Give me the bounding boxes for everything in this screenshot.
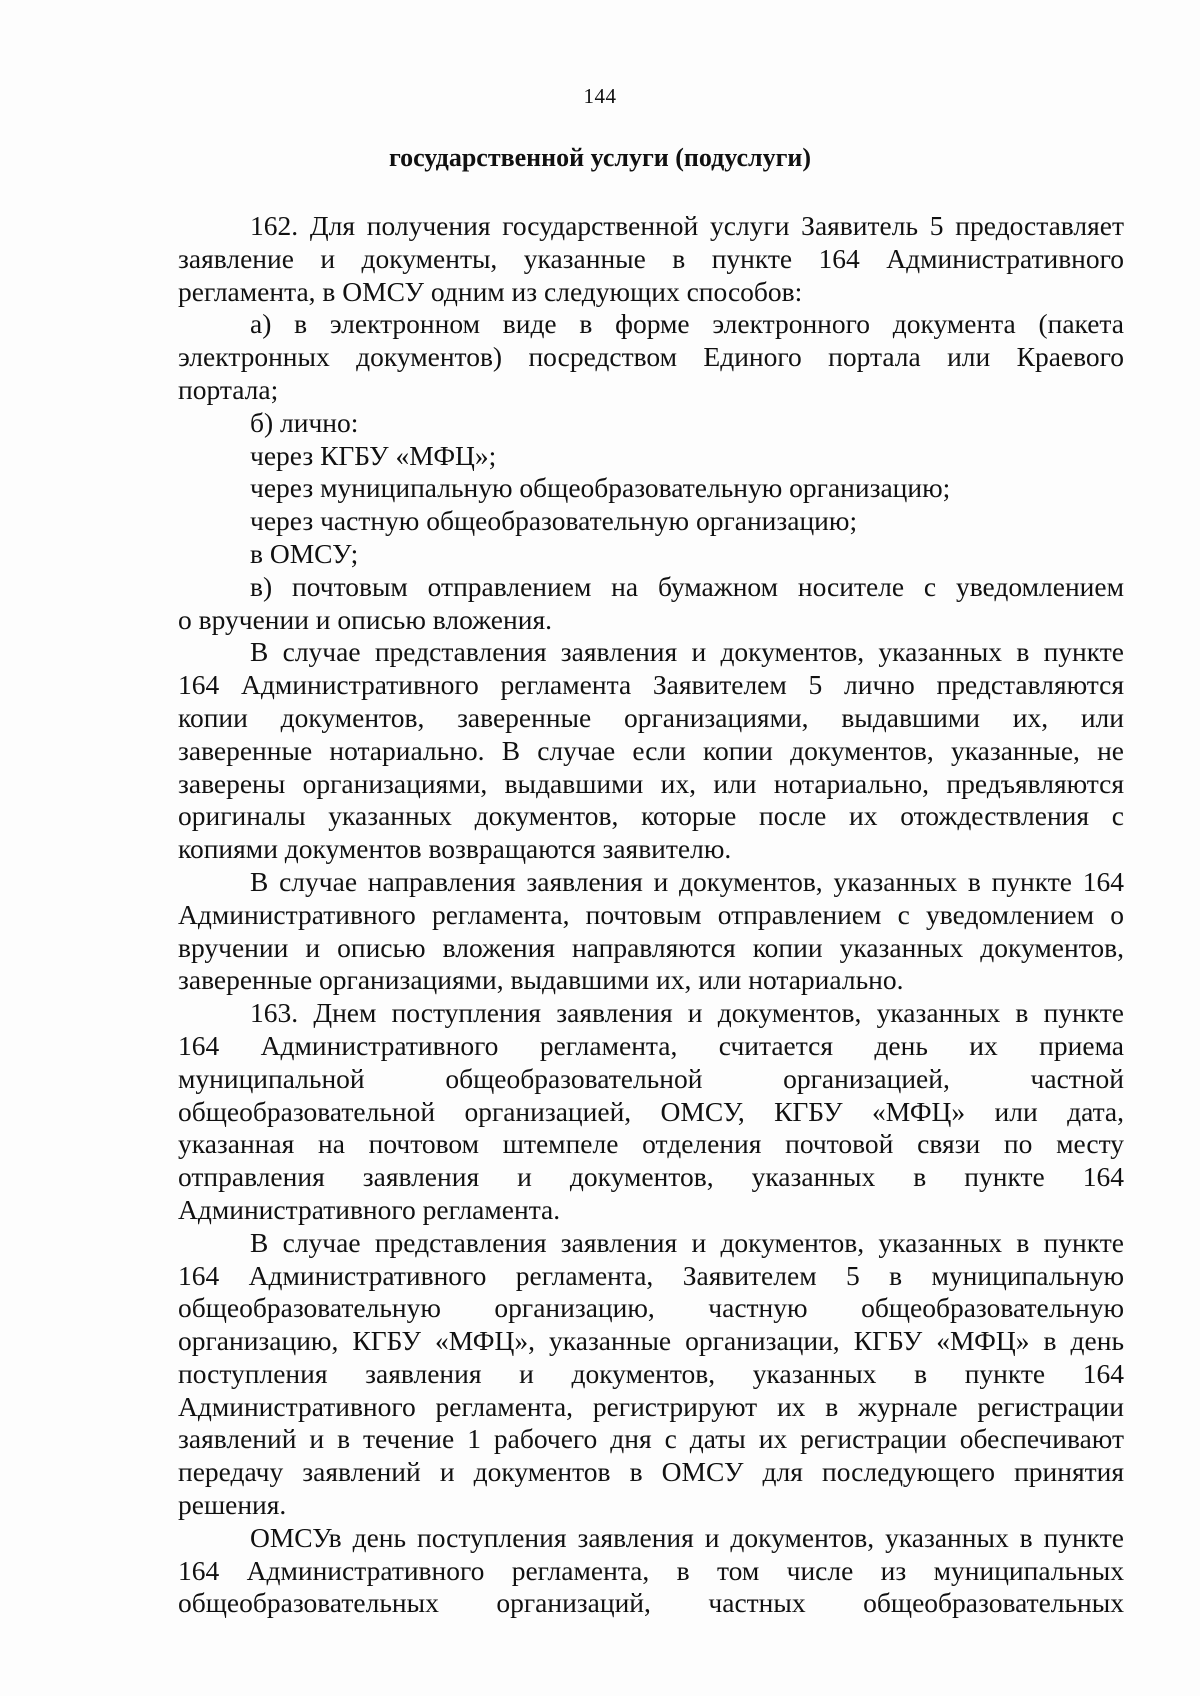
text-line: 162. Для получения государственной услуги Заявитель 5 предоставляет — [250, 210, 1124, 241]
text-line: передачу заявлений и документов в ОМСУ для последующего принятия — [178, 1456, 1124, 1488]
text-line: заявлений и в течение 1 рабочего дня с даты их регистрации обеспечивают — [178, 1423, 1124, 1455]
text-line: общеобразовательных организаций, частных общеобразовательных — [178, 1587, 1124, 1619]
text-line: о вручении и описью вложения. — [178, 603, 552, 635]
text-line: 164 Административного регламента Заявителем 5 лично представляются — [178, 669, 1124, 701]
text-line: организацию, КГБУ «МФЦ», указанные организации, КГБУ «МФЦ» в день — [178, 1325, 1124, 1357]
text-line: а) в электронном виде в форме электронного документа (пакета — [250, 308, 1124, 340]
text-line: заверены организациями, выдавшими их, или нотариально, предъявляются — [178, 767, 1124, 799]
text-line: 164 Административного регламента, в том числе из муниципальных — [178, 1554, 1124, 1586]
text-line: общеобразовательной организацией, ОМСУ, КГБУ «МФЦ» или дата, — [178, 1095, 1124, 1127]
text-line: через муниципальную общеобразовательную организацию; — [250, 472, 951, 504]
text-line: поступления заявления и документов, указанных в пункте 164 — [178, 1357, 1124, 1389]
text-line: заверенные организациями, выдавшими их, или нотариально. — [178, 964, 904, 996]
text-line: в) почтовым отправлением на бумажном носителе с уведомлением — [250, 570, 1124, 602]
body-text — [178, 210, 1124, 1620]
text-line: муниципальной общеобразовательной организацией, частной — [178, 1062, 1124, 1094]
text-line: портала; — [178, 373, 279, 405]
text-line: электронных документов) посредством Единого портала или Краевого — [178, 341, 1124, 373]
text-line: копиями документов возвращаются заявителю. — [178, 833, 732, 865]
text-line: Административного регламента. — [178, 1193, 561, 1225]
text-line: в ОМСУ; — [250, 537, 359, 569]
text-line: через КГБУ «МФЦ»; — [250, 439, 497, 471]
text-line: В случае направления заявления и документов, указанных в пункте 164 — [250, 865, 1124, 897]
text-line: решения. — [178, 1489, 287, 1521]
text-line: копии документов, заверенные организациями, выдавшими их, или — [178, 701, 1124, 733]
text-line: регламента, в ОМСУ одним из следующих способов: — [178, 275, 803, 307]
text-line: через частную общеобразовательную организацию; — [250, 505, 858, 537]
text-line: оригиналы указанных документов, которые после их отождествления с — [178, 800, 1124, 832]
text-line: 163. Днем поступления заявления и документов, указанных в пункте — [250, 997, 1124, 1029]
text-line: заявление и документы, указанные в пункте 164 Административного — [178, 242, 1124, 274]
text-line: В случае представления заявления и документов, указанных в пункте — [250, 1226, 1124, 1258]
text-line: заверенные нотариально. В случае если копии документов, указанные, не — [178, 734, 1124, 766]
section-heading: государственной услуги (подуслуги) — [388, 143, 812, 172]
text-line: отправления заявления и документов, указанных в пункте 164 — [178, 1161, 1124, 1193]
text-line: 164 Административного регламента, считается день их приема — [178, 1029, 1124, 1061]
text-line: общеобразовательную организацию, частную общеобразовательную — [178, 1292, 1124, 1324]
text-line: 164 Административного регламента, Заявителем 5 в муниципальную — [178, 1259, 1124, 1291]
text-line: указанная на почтовом штемпеле отделения почтовой связи по месту — [178, 1128, 1124, 1160]
text-line: ОМСУв день поступления заявления и документов, указанных в пункте — [250, 1521, 1124, 1553]
text-line: Административного регламента, почтовым отправлением с уведомлением о — [178, 898, 1124, 930]
page-number: 144 — [583, 84, 617, 108]
text-line: вручении и описью вложения направляются копии указанных документов, — [178, 931, 1124, 963]
text-line: б) лично: — [250, 406, 359, 438]
text-line: В случае представления заявления и документов, указанных в пункте — [250, 636, 1124, 668]
text-line: Административного регламента, регистрируют их в журнале регистрации — [178, 1390, 1124, 1422]
